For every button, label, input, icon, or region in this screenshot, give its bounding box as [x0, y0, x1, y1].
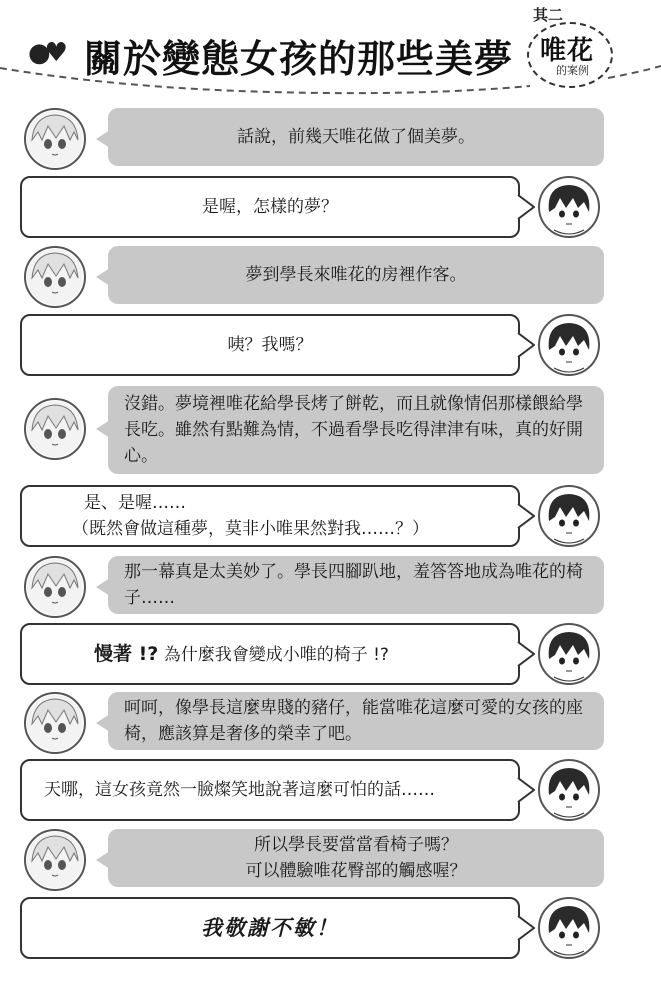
dialogue-row — [0, 556, 661, 618]
bubble-tail — [517, 195, 535, 219]
hearts-icon: ●♥ — [28, 38, 62, 68]
dialogue-row — [0, 623, 661, 687]
girl-avatar — [24, 108, 86, 170]
speech-bubble-girl — [108, 556, 604, 614]
dialogue-row — [0, 246, 661, 308]
dialogue-text: 可以體驗唯花臀部的觸感喔？ — [245, 861, 467, 881]
girl-avatar — [24, 556, 86, 618]
dialogue-row — [0, 314, 661, 378]
boy-avatar — [538, 623, 600, 685]
dialogue-text: 長吃。雖然有點難為情，不過看學長吃得津津有味，真的好開 — [124, 420, 583, 440]
speech-bubble-boy — [20, 485, 520, 547]
dialogue-row — [0, 759, 661, 823]
bubble-tail — [517, 642, 535, 666]
page-title: 關於變態女孩的那些美夢 — [84, 36, 514, 81]
dialogue-row — [0, 176, 661, 240]
badge-name: 唯花 — [540, 36, 595, 66]
dialogue-row — [0, 692, 661, 754]
speech-bubble-boy — [20, 623, 520, 685]
dialogue-text: 話說，前幾天唯花做了個美夢。 — [237, 127, 475, 147]
exclamation-text: 慢著 !? — [94, 642, 159, 665]
speech-bubble-boy — [20, 314, 520, 376]
page-header — [0, 0, 661, 110]
dialogue-text: 是、是喔…… — [84, 493, 186, 513]
dialogue-text: （既然會做這種夢，莫非小唯果然對我……？） — [72, 519, 429, 539]
girl-avatar — [24, 692, 86, 754]
dialogue-text: 夢到學長來唯花的房裡作客。 — [245, 265, 467, 285]
speech-bubble-girl — [108, 692, 604, 750]
speech-bubble-boy — [20, 176, 520, 238]
dialogue-text: 是喔，怎樣的夢？ — [202, 197, 338, 217]
badge-subtitle: 的案例 — [556, 64, 589, 77]
badge-part-label: 其二 — [533, 6, 564, 24]
girl-avatar — [24, 398, 86, 460]
dialogue-row — [0, 386, 661, 476]
dialogue-row — [0, 897, 661, 963]
dialogue-text: 椅，應該算是奢侈的榮幸了吧。 — [124, 724, 362, 744]
dialogue-text: 我敬謝不敏！ — [201, 916, 339, 940]
dialogue-text: 子…… — [124, 588, 175, 608]
speech-bubble-girl — [108, 108, 604, 166]
bubble-tail — [517, 916, 535, 940]
boy-avatar — [538, 759, 600, 821]
speech-bubble-boy — [20, 759, 520, 821]
girl-avatar — [24, 829, 86, 891]
dialogue-text: 咦？我嗎？ — [227, 335, 313, 355]
boy-avatar — [538, 485, 600, 547]
speech-bubble-girl — [108, 386, 604, 474]
bubble-tail — [517, 778, 535, 802]
bubble-tail — [517, 504, 535, 528]
speech-bubble-girl — [108, 246, 604, 304]
boy-avatar — [538, 176, 600, 238]
speech-bubble-boy — [20, 897, 520, 959]
dialogue-text: 為什麼我會變成小唯的椅子 !? — [163, 644, 389, 665]
boy-avatar — [538, 314, 600, 376]
dialogue-text: 呵呵，像學長這麼卑賤的豬仔，能當唯花這麼可愛的女孩的座 — [124, 698, 583, 718]
dialogue-text: 天哪，這女孩竟然一臉燦笑地說著這麼可怕的話…… — [44, 780, 435, 800]
dialogue-text: 沒錯。夢境裡唯花給學長烤了餅乾，而且就像情侶那樣餵給學 — [124, 394, 583, 414]
bubble-tail — [517, 333, 535, 357]
dialogue-row — [0, 108, 661, 170]
dialogue-row — [0, 485, 661, 549]
girl-avatar — [24, 246, 86, 308]
dialogue-text: 那一幕真是太美妙了。學長四腳趴地，羞答答地成為唯花的椅 — [124, 562, 583, 582]
dialogue-text: 所以學長要當當看椅子嗎？ — [254, 835, 458, 855]
speech-bubble-girl — [108, 829, 604, 887]
dialogue-row — [0, 829, 661, 891]
dialogue-text: 心。 — [124, 446, 158, 466]
boy-avatar — [538, 897, 600, 959]
